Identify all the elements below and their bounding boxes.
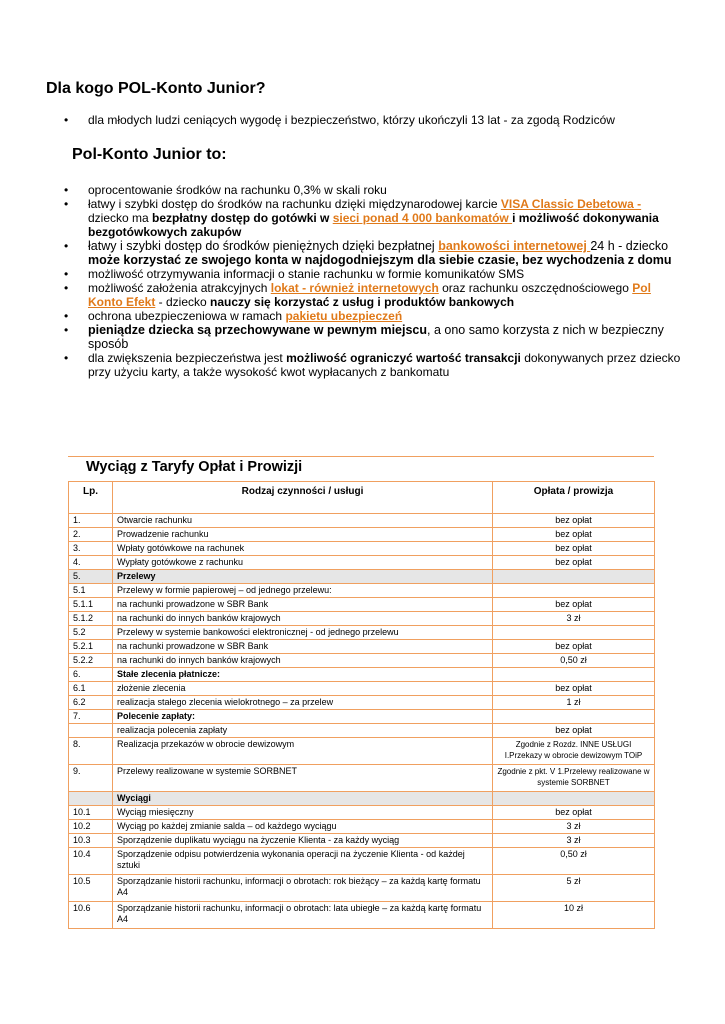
row-fee: 3 zł [493, 834, 655, 848]
row-service: Wyciąg po każdej zmianie salda – od każdego wyciągu [113, 820, 493, 834]
row-fee [493, 710, 655, 724]
row-service: Realizacja przekazów w obrocie dewizowym [113, 738, 493, 765]
audience-list [62, 113, 682, 128]
feature-text: , a ono samo korzysta z nich w bezpieczny sposób [88, 323, 664, 351]
feature-bold: możliwość ograniczyć wartość transakcji [286, 351, 521, 365]
table-row [69, 820, 655, 834]
row-service: Sporządzenie odpisu potwierdzenia wykonania operacji na życzenie Klienta - od każdej sztuki [113, 848, 493, 875]
feature-bold: pieniądze dziecka są przechowywane w pewnym miejscu [88, 323, 428, 337]
row-lp: 10.5 [69, 875, 113, 902]
row-fee: bez opłat [493, 542, 655, 556]
table-row [69, 738, 655, 765]
row-service: Przelewy [113, 570, 493, 584]
row-fee [493, 570, 655, 584]
feature-text: 24 h - dziecko [590, 239, 669, 253]
row-lp: 10.1 [69, 806, 113, 820]
feature-insurance [62, 309, 682, 323]
header-lp: Lp. [69, 482, 113, 514]
row-lp: 10.6 [69, 902, 113, 929]
row-lp: 5.1 [69, 584, 113, 598]
row-lp [69, 792, 113, 806]
row-service: Sporządzanie historii rachunku, informacji o obrotach: rok bieżący – za każdą kartę formatu A4 [113, 875, 493, 902]
row-service: Wyciąg miesięczny [113, 806, 493, 820]
row-lp: 6.1 [69, 682, 113, 696]
row-fee: bez opłat [493, 528, 655, 542]
section-row [69, 792, 655, 806]
row-lp: 6. [69, 668, 113, 682]
table-row [69, 875, 655, 902]
feature-text: łatwy i szybki dostęp do środków na rachunku dzięki międzynarodowej karcie [88, 197, 501, 211]
row-service: złożenie zlecenia [113, 682, 493, 696]
row-lp: 5.1.2 [69, 612, 113, 626]
table-row [69, 806, 655, 820]
feature-text: dziecko ma [88, 211, 153, 225]
row-fee: 0,50 zł [493, 654, 655, 668]
table-top-rule [68, 456, 654, 457]
feature-text: łatwy i szybki dostęp do środków pieniężnych dzięki bezpłatnej [88, 239, 439, 253]
row-lp: 5.2.2 [69, 654, 113, 668]
row-fee: Zgodnie z Rozdz. INNE USŁUGI I.Przekazy w obrocie dewizowym TOiP [493, 738, 655, 765]
table-row [69, 542, 655, 556]
atm-network-link[interactable]: sieci ponad 4 000 bankomatów [332, 211, 513, 225]
header-fee: Opłata / prowizja [493, 482, 655, 514]
row-service: realizacja polecenia zapłaty [113, 724, 493, 738]
table-row [69, 668, 655, 682]
feature-internet-banking [62, 239, 682, 267]
table-row [69, 710, 655, 724]
row-service: na rachunki prowadzone w SBR Bank [113, 598, 493, 612]
pol-konto-efekt-link[interactable]: Pol Konto Efekt [88, 281, 651, 309]
table-row [69, 556, 655, 570]
page-heading: Dla kogo POL-Konto Junior? [46, 80, 266, 97]
row-service: Przelewy w systemie bankowości elektronicznej - od jednego przelewu [113, 626, 493, 640]
row-service: realizacja stałego zlecenia wielokrotnego – za przelew [113, 696, 493, 710]
table-row [69, 834, 655, 848]
table-row [69, 724, 655, 738]
internet-banking-link[interactable]: bankowości internetowej [438, 239, 591, 253]
row-lp: 2. [69, 528, 113, 542]
visa-card-link[interactable]: VISA Classic Debetowa - [500, 197, 642, 211]
table-row [69, 514, 655, 528]
row-fee: 1 zł [493, 696, 655, 710]
row-lp: 7. [69, 710, 113, 724]
row-service: Otwarcie rachunku [113, 514, 493, 528]
row-service: Sporządzenie duplikatu wyciągu na życzenie Klienta - za każdy wyciąg [113, 834, 493, 848]
row-fee: bez opłat [493, 556, 655, 570]
feature-text: dla zwiększenia bezpieczeństwa jest [88, 351, 287, 365]
feature-text: możliwość otrzymywania informacji o stanie rachunku w formie komunikatów SMS [88, 267, 525, 281]
table-row [69, 682, 655, 696]
row-service: Przelewy w formie papierowej – od jednego przelewu: [113, 584, 493, 598]
features-list [62, 183, 682, 379]
row-fee [493, 668, 655, 682]
row-lp: 5.2.1 [69, 640, 113, 654]
row-lp: 5. [69, 570, 113, 584]
row-lp: 6.2 [69, 696, 113, 710]
feature-text: możliwość założenia atrakcyjnych [88, 281, 271, 295]
header-service: Rodzaj czynności / usługi [113, 482, 493, 514]
table-row [69, 696, 655, 710]
feature-sms [62, 267, 682, 281]
row-service: Wpłaty gotówkowe na rachunek [113, 542, 493, 556]
row-service: na rachunki prowadzone w SBR Bank [113, 640, 493, 654]
row-lp: 8. [69, 738, 113, 765]
feature-deposits [62, 281, 682, 309]
row-fee: bez opłat [493, 682, 655, 696]
row-lp: 5.2 [69, 626, 113, 640]
row-fee [493, 626, 655, 640]
feature-text: dokonywanych przez dziecko przy użyciu karty, a także wysokość kwot wypłacanych z bankomatu [88, 351, 681, 379]
row-fee: 3 zł [493, 820, 655, 834]
row-lp: 5.1.1 [69, 598, 113, 612]
insurance-package-link[interactable]: pakietu ubezpieczeń [285, 309, 403, 323]
row-service: Przelewy realizowane w systemie SORBNET [113, 765, 493, 792]
row-service: Polecenie zapłaty: [113, 710, 493, 724]
table-row [69, 640, 655, 654]
row-fee: 10 zł [493, 902, 655, 929]
row-service: Wyciągi [113, 792, 493, 806]
row-fee: bez opłat [493, 724, 655, 738]
table-row [69, 612, 655, 626]
table-header-row [69, 482, 655, 514]
table-row [69, 848, 655, 875]
row-fee: bez opłat [493, 598, 655, 612]
table-row [69, 626, 655, 640]
row-service: na rachunki do innych banków krajowych [113, 612, 493, 626]
row-fee: 0,50 zł [493, 848, 655, 875]
row-fee: 5 zł [493, 875, 655, 902]
row-lp: 9. [69, 765, 113, 792]
feature-bold: bezpłatny dostęp do gotówki w [152, 211, 333, 225]
fees-table [68, 481, 655, 929]
row-fee: 3 zł [493, 612, 655, 626]
feature-limits [62, 351, 682, 379]
table-row [69, 654, 655, 668]
feature-card [62, 197, 682, 239]
feature-text: - dziecko [155, 295, 211, 309]
table-row [69, 765, 655, 792]
table-row [69, 528, 655, 542]
row-service: Prowadzenie rachunku [113, 528, 493, 542]
feature-interest [62, 183, 682, 197]
feature-bold: może korzystać ze swojego konta w najdogodniejszym dla siebie czasie, bez wychodzenia z domu [88, 253, 672, 267]
table-title: Wyciąg z Taryfy Opłat i Prowizji [86, 459, 303, 475]
section-heading: Pol-Konto Junior to: [72, 146, 227, 163]
row-lp: 4. [69, 556, 113, 570]
table-row [69, 584, 655, 598]
row-service: Wypłaty gotówkowe z rachunku [113, 556, 493, 570]
row-lp [69, 724, 113, 738]
feature-bold: i możliwość dokonywania bezgotówkowych zakupów [88, 211, 659, 239]
row-lp: 10.2 [69, 820, 113, 834]
row-service: Stałe zlecenia płatnicze: [113, 668, 493, 682]
row-fee: bez opłat [493, 514, 655, 528]
row-lp: 10.4 [69, 848, 113, 875]
row-fee [493, 584, 655, 598]
feature-text: oraz rachunku oszczędnościowego [438, 281, 633, 295]
feature-safety [62, 323, 682, 351]
row-service: na rachunki do innych banków krajowych [113, 654, 493, 668]
row-lp: 10.3 [69, 834, 113, 848]
row-fee: bez opłat [493, 806, 655, 820]
table-row [69, 902, 655, 929]
row-fee: Zgodnie z pkt. V 1.Przelewy realizowane w systemie SORBNET [493, 765, 655, 792]
row-lp: 3. [69, 542, 113, 556]
feature-bold: nauczy się korzystać z usług i produktów bankowych [210, 295, 515, 309]
row-fee: bez opłat [493, 640, 655, 654]
audience-item: • dla młodych ludzi ceniących wygodę i bezpieczeństwo, którzy ukończyli 13 lat - za zgodą Rodziców [62, 113, 682, 128]
row-service: Sporządzanie historii rachunku, informacji o obrotach: lata ubiegłe – za każdą kartę formatu A4 [113, 902, 493, 929]
feature-text: ochrona ubezpieczeniowa w ramach [88, 309, 286, 323]
section-row [69, 570, 655, 584]
row-lp: 1. [69, 514, 113, 528]
deposits-link[interactable]: lokat - również internetowych [270, 281, 439, 295]
feature-text: oprocentowanie środków na rachunku 0,3% w skali roku [88, 183, 387, 197]
table-row [69, 598, 655, 612]
row-fee [493, 792, 655, 806]
